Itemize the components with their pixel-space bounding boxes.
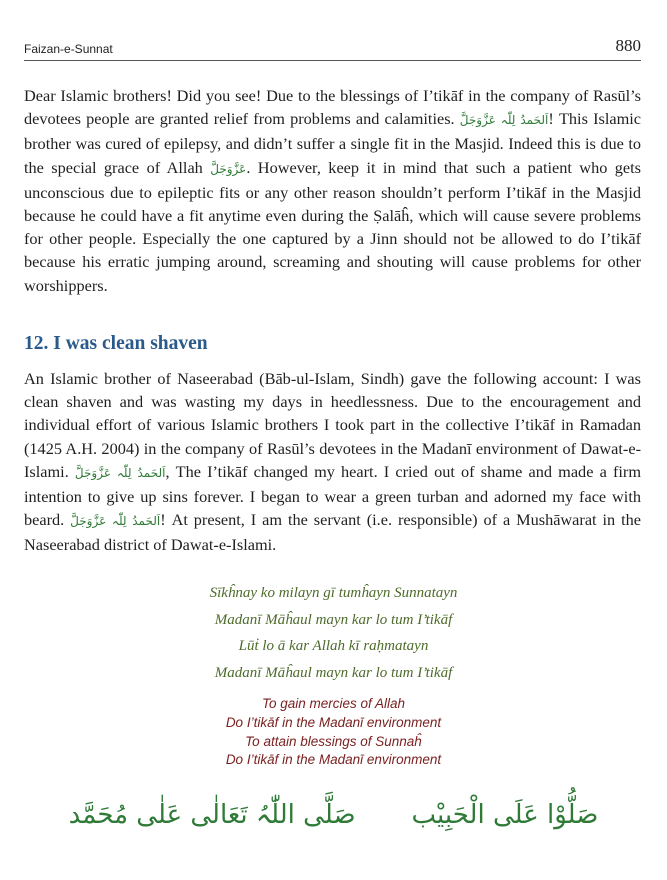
poem-translation-line: To gain mercies of Allah xyxy=(261,696,406,711)
arabic-azzawajal: عَزَّوَجَلَّ xyxy=(210,161,247,176)
paragraph-1-text-a: Dear Islamic brothers! Did you see! Due to the blessings of I’tikāf in the company of Rasūl’s devotees people are granted relief from problems and calamities. xyxy=(24,86,641,129)
poem-translation-line: Do I’tikāf in the Madanī environment xyxy=(225,714,442,730)
poem-line: Sīkĥnay ko milayn gī tumĥayn Sunnatayn xyxy=(209,585,458,601)
poem-translation-line: Do I’tikāf in the Madanī environment xyxy=(225,752,442,768)
page-number: 880 xyxy=(615,36,641,55)
paragraph-2-text-c: ! At present, I am the servant (i.e. responsible) of a Mushāwarat in the Naseerabad district of Dawat-e-Islami. xyxy=(24,510,641,555)
poem-line: Lūṫ lo ā kar Allah kī raḥmatayn xyxy=(238,638,429,654)
header-divider xyxy=(24,60,641,61)
paragraph-2-text-b: , The I’tikāf changed my heart. I cried out of shame and made a firm intention to give up sins forever. I began to wear a green turban and adorned my face with beard. xyxy=(24,461,641,530)
paragraph-2-text-a: An Islamic brother of Naseerabad (Bāb-ul-Islam, Sindh) gave the following account: I was clean shaven and was wasting my days in heedlessness. Due to the encouragement and individual effort of various Islamic brothers I took part in the collective I’tikāf in Ramadan (1425 A.H. 2004) in the company of Rasūl’s devotees in the Madanī environment of Dawat-e-Islami. xyxy=(24,369,641,481)
durood-line xyxy=(0,800,667,830)
book-title: Faizan-e-Sunnat xyxy=(24,42,113,56)
poem-transliteration xyxy=(0,580,667,686)
paragraph-1 xyxy=(24,84,641,297)
arabic-alhamdulillah: اَلحَمدُ لِلّٰہ عَزَّوَجَلَّ xyxy=(74,465,166,480)
poem-translation-line: To attain blessings of Sunnaĥ xyxy=(245,733,422,749)
poem-translation xyxy=(0,695,667,770)
section-heading: 12. I was clean shaven xyxy=(24,333,208,354)
paragraph-1-text-b: ! This Islamic brother was cured of epilepsy, and didn’t suffer a single fit in the Masjid. Indeed this is due to the special grace of Allah xyxy=(24,109,641,177)
durood-call: صَلُّوْا عَلَی الْحَبِیْب xyxy=(411,800,599,830)
page-header xyxy=(24,36,641,60)
paragraph-1-text-c: . However, keep it in mind that such a patient who gets unconscious due to epileptic fits or any other reason shouldn’t perform I’tikāf in the Masjid because he could have a fit anytime even during the Ṣalāĥ, which will cause severe problems for other people. Especially the one captured by a Jinn should not be allowed to do I’tikāf because his erratic jumping around, screaming and shouting will cause problems for other worshippers. xyxy=(24,157,641,295)
arabic-alhamdulillah: اَلحَمدُ لِلّٰہ عَزَّوَجَلَّ xyxy=(459,113,549,128)
arabic-alhamdulillah: اَلحَمدُ لِلّٰہ عَزَّوَجَلَّ xyxy=(70,514,161,529)
paragraph-2 xyxy=(24,367,641,557)
poem-line: Madanī Māĥaul mayn kar lo tum I’tikāf xyxy=(214,664,453,681)
durood-response: صَلَّی اللّٰہُ تَعَالٰی عَلٰی مُحَمَّد xyxy=(68,800,356,830)
poem-line: Madanī Māĥaul mayn kar lo tum I’tikāf xyxy=(214,611,453,628)
